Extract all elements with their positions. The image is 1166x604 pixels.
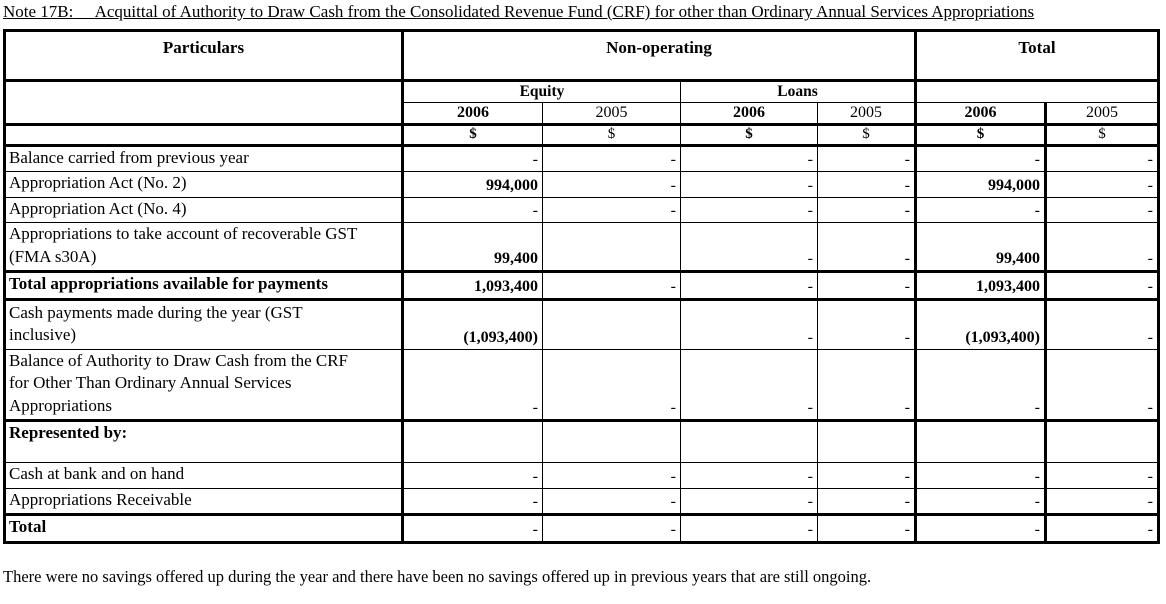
value-cell: - bbox=[818, 145, 916, 172]
value-cell: 99,400 bbox=[403, 223, 543, 272]
header-total: Total bbox=[916, 30, 1159, 80]
value-cell: - bbox=[543, 272, 681, 300]
value-cell: - bbox=[916, 488, 1046, 515]
value-cell: - bbox=[681, 488, 818, 515]
header-loans: Loans bbox=[681, 80, 916, 102]
currency-symbol: $ bbox=[543, 124, 681, 145]
value-cell: - bbox=[1046, 145, 1159, 172]
value-cell bbox=[543, 223, 681, 272]
row-label: Total appropriations available for payments bbox=[5, 272, 403, 300]
value-cell: 994,000 bbox=[916, 172, 1046, 198]
value-cell bbox=[818, 421, 916, 463]
title-tab-gap bbox=[73, 2, 94, 21]
value-cell: - bbox=[818, 223, 916, 272]
acquittal-table bbox=[3, 29, 1160, 544]
header-non-operating: Non-operating bbox=[403, 30, 916, 80]
value-cell: - bbox=[916, 515, 1046, 543]
header-equity-2005: 2005 bbox=[543, 102, 681, 124]
currency-symbol: $ bbox=[403, 124, 543, 145]
value-cell: - bbox=[916, 463, 1046, 489]
header-loans-2006: 2006 bbox=[681, 102, 818, 124]
header-equity: Equity bbox=[403, 80, 681, 102]
value-cell: - bbox=[818, 172, 916, 198]
value-cell: - bbox=[681, 197, 818, 223]
value-cell: - bbox=[681, 463, 818, 489]
value-cell: - bbox=[403, 349, 543, 421]
note-title-text: Acquittal of Authority to Draw Cash from the Consolidated Revenue Fund (CRF) for other than Ordinary Annual Services Appropriations bbox=[94, 2, 1035, 21]
row-label: Appropriations Receivable bbox=[5, 488, 403, 515]
table-row-appropriation-act-4 bbox=[5, 197, 1159, 223]
footnote: There were no savings offered up during the year and there have been no savings offered up in previous years that are still ongoing. bbox=[3, 566, 872, 586]
table-row-cash-at-bank bbox=[5, 463, 1159, 489]
value-cell: - bbox=[543, 515, 681, 543]
header-spacer-cell bbox=[5, 80, 403, 124]
value-cell: - bbox=[1046, 515, 1159, 543]
header-loans-2005: 2005 bbox=[818, 102, 916, 124]
currency-symbol: $ bbox=[681, 124, 818, 145]
value-cell: - bbox=[543, 463, 681, 489]
currency-spacer-cell bbox=[5, 124, 403, 145]
value-cell: - bbox=[1046, 272, 1159, 300]
currency-symbol: $ bbox=[818, 124, 916, 145]
value-cell: - bbox=[681, 272, 818, 300]
value-cell: - bbox=[403, 145, 543, 172]
value-cell: - bbox=[818, 272, 916, 300]
table-row-grand-total bbox=[5, 515, 1159, 543]
value-cell bbox=[681, 421, 818, 463]
row-label: Balance carried from previous year bbox=[5, 145, 403, 172]
value-cell: - bbox=[818, 463, 916, 489]
value-cell bbox=[916, 421, 1046, 463]
value-cell: - bbox=[403, 488, 543, 515]
header-subgroup-row bbox=[5, 80, 1159, 102]
header-total-spacer bbox=[916, 80, 1159, 102]
table-row-total-appropriations bbox=[5, 272, 1159, 300]
value-cell: - bbox=[1046, 488, 1159, 515]
row-label: Balance of Authority to Draw Cash from the CRF for Other Than Ordinary Annual Services Appropriations bbox=[5, 349, 403, 421]
value-cell: - bbox=[818, 299, 916, 349]
row-label: Total bbox=[5, 515, 403, 543]
value-cell: - bbox=[681, 515, 818, 543]
value-cell: - bbox=[543, 488, 681, 515]
table-row-cash-payments bbox=[5, 299, 1159, 349]
value-cell bbox=[543, 421, 681, 463]
note-number: Note 17B: bbox=[3, 2, 74, 21]
row-label: Appropriations to take account of recoverable GST (FMA s30A) bbox=[5, 223, 403, 272]
value-cell: - bbox=[818, 515, 916, 543]
value-cell: - bbox=[916, 197, 1046, 223]
value-cell: - bbox=[1046, 299, 1159, 349]
header-group-row bbox=[5, 30, 1159, 80]
row-label: Cash payments made during the year (GST inclusive) bbox=[5, 299, 403, 349]
value-cell: 994,000 bbox=[403, 172, 543, 198]
value-cell: - bbox=[1046, 463, 1159, 489]
value-cell: 99,400 bbox=[916, 223, 1046, 272]
row-label: Cash at bank and on hand bbox=[5, 463, 403, 489]
table-row-appropriations-receivable bbox=[5, 488, 1159, 515]
value-cell: - bbox=[1046, 349, 1159, 421]
table-row-appropriation-act-2 bbox=[5, 172, 1159, 198]
value-cell: 1,093,400 bbox=[916, 272, 1046, 300]
value-cell: - bbox=[818, 488, 916, 515]
value-cell bbox=[543, 299, 681, 349]
value-cell: (1,093,400) bbox=[403, 299, 543, 349]
note-title bbox=[3, 2, 1121, 22]
value-cell: - bbox=[818, 349, 916, 421]
table-row-balance-carried bbox=[5, 145, 1159, 172]
value-cell: - bbox=[681, 172, 818, 198]
header-particulars: Particulars bbox=[5, 30, 403, 80]
row-label: Appropriation Act (No. 2) bbox=[5, 172, 403, 198]
value-cell: - bbox=[681, 223, 818, 272]
currency-symbol: $ bbox=[1046, 124, 1159, 145]
header-total-2006: 2006 bbox=[916, 102, 1046, 124]
table-row-gst-recoverable bbox=[5, 223, 1159, 272]
value-cell: - bbox=[1046, 223, 1159, 272]
value-cell: - bbox=[543, 197, 681, 223]
value-cell bbox=[1046, 421, 1159, 463]
value-cell: 1,093,400 bbox=[403, 272, 543, 300]
value-cell: - bbox=[916, 145, 1046, 172]
value-cell: - bbox=[1046, 197, 1159, 223]
value-cell: - bbox=[681, 299, 818, 349]
value-cell: - bbox=[916, 349, 1046, 421]
value-cell: - bbox=[403, 463, 543, 489]
value-cell: (1,093,400) bbox=[916, 299, 1046, 349]
value-cell: - bbox=[543, 145, 681, 172]
value-cell: - bbox=[681, 145, 818, 172]
value-cell: - bbox=[403, 515, 543, 543]
value-cell: - bbox=[1046, 172, 1159, 198]
value-cell: - bbox=[543, 349, 681, 421]
value-cell bbox=[403, 421, 543, 463]
value-cell: - bbox=[403, 197, 543, 223]
header-equity-2006: 2006 bbox=[403, 102, 543, 124]
header-currency-row bbox=[5, 124, 1159, 145]
table-row-balance-of-authority bbox=[5, 349, 1159, 421]
value-cell: - bbox=[543, 172, 681, 198]
header-total-2005: 2005 bbox=[1046, 102, 1159, 124]
currency-symbol: $ bbox=[916, 124, 1046, 145]
row-label: Represented by: bbox=[5, 421, 403, 463]
value-cell: - bbox=[818, 197, 916, 223]
table-row-represented-by bbox=[5, 421, 1159, 463]
value-cell: - bbox=[681, 349, 818, 421]
row-label: Appropriation Act (No. 4) bbox=[5, 197, 403, 223]
